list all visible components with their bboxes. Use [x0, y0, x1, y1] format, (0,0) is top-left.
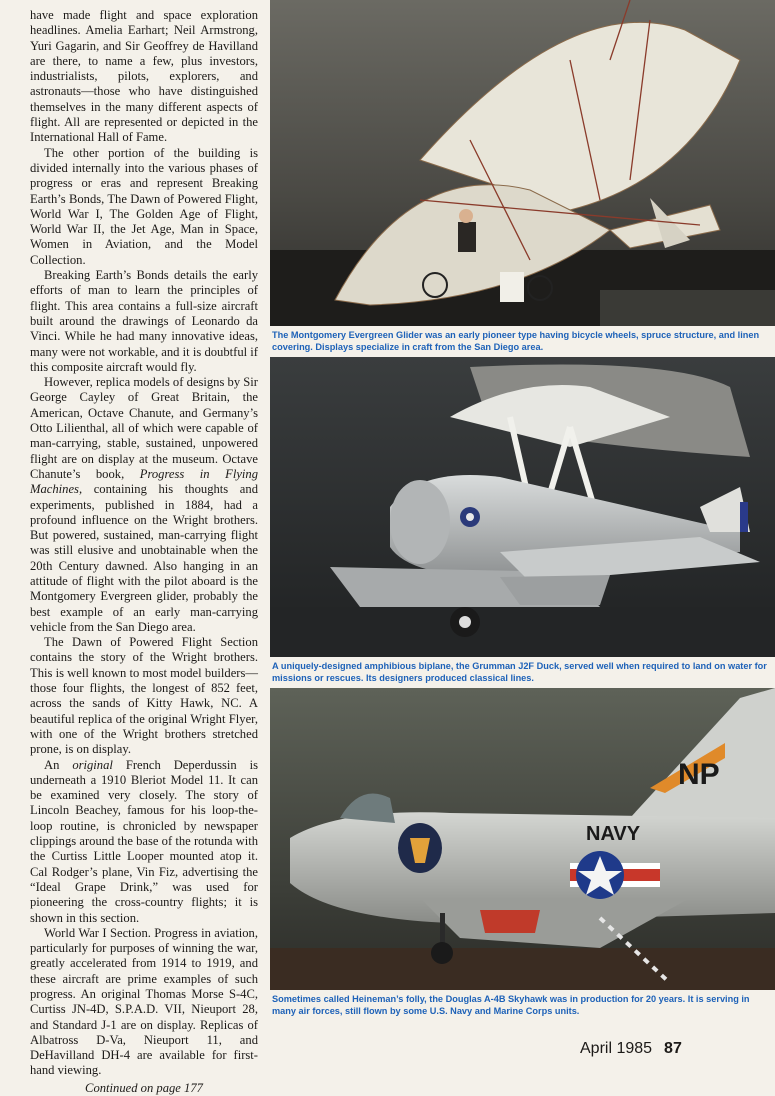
glider-photo: [270, 0, 775, 326]
article-paragraph: [30, 375, 258, 635]
tail-code-text: NP: [678, 758, 720, 791]
skyhawk-caption: Sometimes called Heineman’s folly, the Douglas A-4B Skyhawk was in production for 20 years. It is serving in many air forces, still flown by some U.S. Navy and Marine Corps units.: [270, 990, 775, 1021]
text-run: An: [44, 757, 73, 772]
article-paragraph: The Dawn of Powered Flight Section contains the story of the Wright brothers. This is well known to most model builders—those four flights, the longest of 852 feet, across the sands of Kitty Hawk, NC. A beautiful replica of the original Wright Flyer, with one of the Wright brothers stretched prone, is on display.: [30, 635, 258, 757]
article-paragraph: The other portion of the building is divided internally into the various phases of progress or eras and represent Breaking Earth’s Bonds, The Dawn of Powered Flight, World War I, The Golden Age of Flight, World War II, the Jet Age, Man in Space, Women in Aviation, and the Model Collection.: [30, 145, 258, 267]
article-paragraph: Breaking Earth’s Bonds details the early efforts of man to learn the principles of flight. This area contains a full-size aircraft built around the drawings of Leonardo da Vinci. While he had many innovative ideas, many were not workable, and it is doubtful if this composite aircraft would fly.: [30, 268, 258, 374]
article-paragraph: [30, 758, 258, 926]
text-run: containing his thoughts and experiments, published in 1884, had a profound influence on the Wright brothers. But powered, sustained, man-carrying flight was still elusive and unobtainable when the 20th Century dawned. Also hanging in an attitude of flight with the pilot aboard is the Montgomery Evergreen glider, probably the best example of an early man-carrying vehicle from the San Diego area.: [30, 482, 258, 634]
emphasis: original: [72, 757, 113, 772]
glider-caption: The Montgomery Evergreen Glider was an early pioneer type having bicycle wheels, spruce structure, and linen covering. Displays specialize in craft from the San Diego area.: [270, 326, 775, 357]
duck-caption: A uniquely-designed amphibious biplane, the Grumman J2F Duck, served well when required to land on water for missions or rescues. Its designers produced classical lines.: [270, 657, 775, 688]
issue-date: April 1985: [580, 1040, 653, 1057]
photo-column: [270, 0, 775, 1021]
navy-text: NAVY: [586, 823, 641, 845]
book-title: Progress in Flying Machines,: [30, 466, 258, 497]
text-run: French Deperdussin is underneath a 1910 Bleriot Model 11. It can be examined very closely. The story of Lincoln Beachey, famous for his loop-the-loop routine, is chronicled by newspaper clippings around the base of the rotunda with the Curtiss Little Looper mounted atop it. Cal Rodger’s plane, Vin Fiz, advertising the “Ideal Grape Drink,” was used for pioneering the cross-country flights; it is shown in this section.: [30, 757, 258, 925]
article-paragraph: World War I Section. Progress in aviation, particularly for purposes of winning the war, greatly accelerated from 1914 to 1919, and these aircraft are prime examples of such progress. An original Thomas Morse S-4C, Curtiss JN-4D, S.P.A.D. VII, Nieuport 28, and Standard J-1 are on display. Replicas of Albatross D-Va, Nieuport 11, and DeHavilland DH-4 are available for first-hand viewing.: [30, 925, 258, 1078]
page-number: 87: [664, 1040, 682, 1057]
duck-photo: [270, 357, 775, 657]
page-footer: [580, 1040, 682, 1058]
article-paragraph: have made flight and space exploration headlines. Amelia Earhart; Neil Armstrong, Yuri Gagarin, and Sir Geoffrey de Havilland are there, to name a few, plus investors, industrialists, pilots, explorers, and astronauts—those who have distinguished themselves in the many different aspects of flight. All are represented or depicted in the International Hall of Fame.: [30, 8, 258, 145]
continued-note: Continued on page 177: [85, 1080, 203, 1095]
article-body: [30, 8, 258, 1096]
skyhawk-photo: [270, 688, 775, 990]
text-run: However, replica models of designs by Sir George Cayley of Great Britain, the American, Octave Chanute, and Germany’s Otto Lilienthal, all of which were capable of man-carrying, stable, sustained, unpowered flight are on display at the museum. Octave Chanute’s book,: [30, 375, 258, 481]
